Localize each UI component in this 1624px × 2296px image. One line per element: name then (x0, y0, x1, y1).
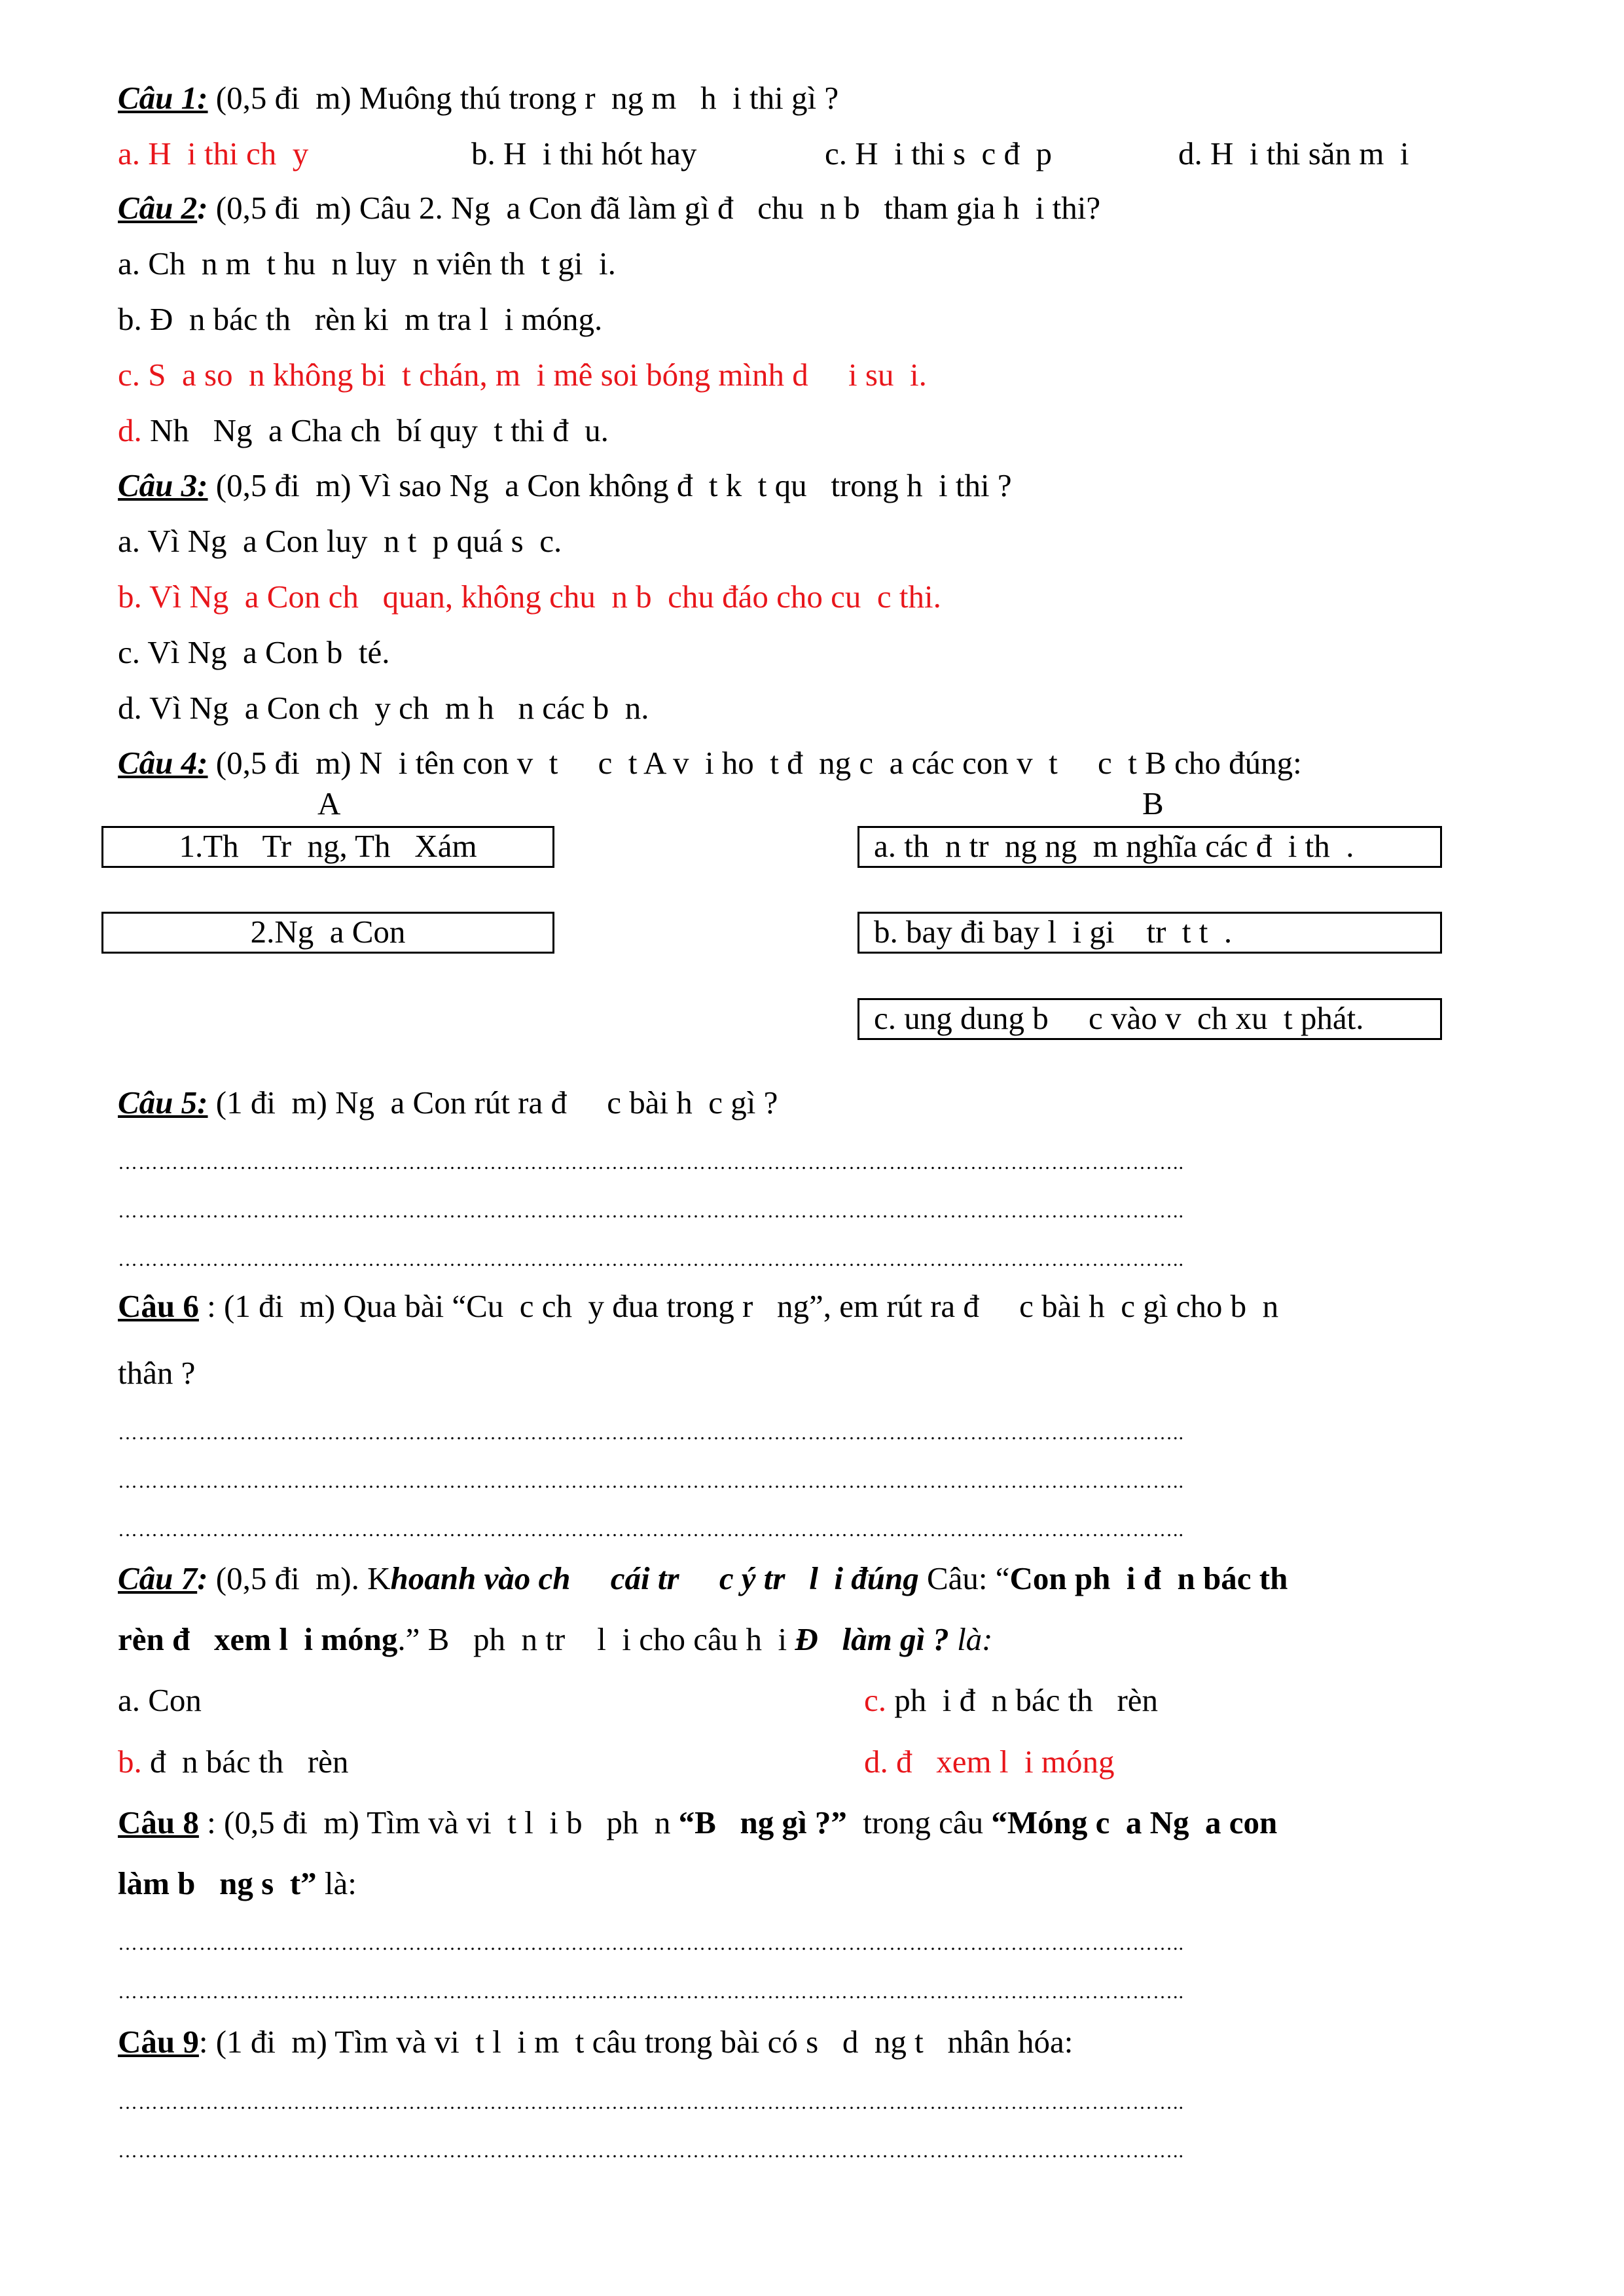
q4-label: Câu 4: (118, 745, 208, 781)
q1-text: (0,5 đi m) Muông thú trong r ng m h i thi gì ? (208, 80, 839, 116)
q4-b-item-a[interactable]: a. th n tr ng ng m nghĩa các đ i th . (857, 826, 1442, 868)
q7-colon: : (197, 1560, 208, 1596)
q4-column-a-header: A (317, 785, 341, 821)
q7-option-b-text: đ n bác th rèn (141, 1744, 349, 1780)
q7-option-a[interactable]: a. Con (118, 1682, 202, 1718)
q4-text: (0,5 đi m) N i tên con v t c t A v i ho t đ ng c a các con v t c t B cho đúng: (208, 745, 1302, 781)
q5-answer-line-3[interactable]: ………………………………………………………………………………………………………………………………………….. (118, 1250, 1184, 1270)
q2-option-b[interactable]: b. Đ n bác th rèn ki m tra l i móng. (118, 301, 603, 337)
q8-question (118, 1803, 1277, 1842)
q4-b-item-b[interactable]: b. bay đi bay l i gi tr t t . (857, 912, 1442, 954)
q7-question (118, 1559, 1304, 1598)
q5-text: (1 đi m) Ng a Con rút ra đ c bài h c gì ? (208, 1085, 778, 1121)
q7-option-d[interactable]: d. đ xem l i móng (864, 1744, 1115, 1780)
q7-sentence-start: Con ph i đ n bác th (1009, 1560, 1304, 1596)
q4-column-b-header: B (1142, 785, 1164, 821)
q3-question (118, 466, 1012, 505)
q1-question (118, 79, 839, 118)
q3-text: (0,5 đi m) Vì sao Ng a Con không đ t k t qu trong h i thi ? (208, 467, 1012, 503)
q7-option-b[interactable] (118, 1742, 348, 1782)
q4-a-item-2[interactable]: 2.Ng a Con (101, 912, 554, 954)
q7-sentence-end: rèn đ xem l i móng (118, 1621, 398, 1657)
q7-option-b-prefix: b. (118, 1744, 142, 1780)
q6-question-continued: thân ? (118, 1355, 196, 1391)
q7-text-e: .” B ph n tr l i cho câu h i (397, 1621, 795, 1657)
q6-answer-line-3[interactable]: ………………………………………………………………………………………………………………………………………….. (118, 1520, 1184, 1540)
q7-question-continued (118, 1620, 993, 1659)
q8-text-a: : (0,5 đi m) Tìm và vi t l i b ph n (198, 1804, 679, 1840)
q3-option-d[interactable]: d. Vì Ng a Con ch y ch m h n các b n. (118, 690, 649, 726)
q4-question (118, 744, 1302, 783)
q2-question (118, 188, 1100, 228)
q7-text-g: là: (948, 1621, 993, 1657)
q3-label: Câu 3: (118, 467, 208, 503)
q8-text-f: là: (316, 1865, 357, 1901)
q7-question-phrase: Đ làm gì ? (795, 1621, 949, 1657)
q7-instruction: hoanh vào ch cái tr c ý tr l i đúng (390, 1560, 919, 1596)
q5-answer-line-2[interactable]: ………………………………………………………………………………………………………………………………………….. (118, 1202, 1184, 1221)
q2-colon: : (197, 190, 208, 226)
q3-option-c[interactable]: c. Vì Ng a Con b té. (118, 634, 390, 670)
q1-option-c[interactable]: c. H i thi s c đ p (825, 135, 1053, 171)
q7-text-a: (0,5 đi m). K (208, 1560, 391, 1596)
q2-option-d[interactable] (118, 411, 609, 450)
q5-label: Câu 5: (118, 1085, 208, 1121)
q1-label: Câu 1: (118, 80, 208, 116)
q5-answer-line-1[interactable]: ………………………………………………………………………………………………………………………………………….. (118, 1153, 1184, 1173)
q9-label: Câu 9 (118, 2024, 199, 2060)
q2-label: Câu 2 (118, 190, 198, 226)
q7-label: Câu 7 (118, 1560, 198, 1596)
q8-sentence-end: làm b ng s t” (118, 1865, 317, 1901)
q8-sentence-start: “Móng c a Ng a con (991, 1804, 1278, 1840)
q2-option-d-text: Nh Ng a Cha ch bí quy t thi đ u. (141, 412, 609, 448)
q5-question (118, 1083, 778, 1122)
q9-text: : (1 đi m) Tìm và vi t l i m t câu trong bài có s d ng t nhân hóa: (198, 2024, 1074, 2060)
q3-option-a[interactable]: a. Vì Ng a Con luy n t p quá s c. (118, 523, 562, 559)
q8-target-phrase: “B ng gì ?” (678, 1804, 847, 1840)
q8-answer-line-2[interactable]: ………………………………………………………………………………………………………………………………………….. (118, 1982, 1184, 2002)
q4-b-item-c[interactable]: c. ung dung b c vào v ch xu t phát. (857, 998, 1442, 1040)
q8-question-continued (118, 1864, 357, 1903)
q8-text-c: trong câu (846, 1804, 992, 1840)
q2-option-a[interactable]: a. Ch n m t hu n luy n viên th t gi i. (118, 245, 616, 281)
q7-option-c-prefix: c. (864, 1682, 886, 1718)
q2-text: (0,5 đi m) Câu 2. Ng a Con đã làm gì đ chu n b tham gia h i thi? (208, 190, 1101, 226)
q2-option-d-prefix: d. (118, 412, 142, 448)
q7-option-c[interactable] (864, 1681, 1158, 1720)
q6-answer-line-1[interactable]: ………………………………………………………………………………………………………………………………………….. (118, 1424, 1184, 1443)
q8-answer-line-1[interactable]: ………………………………………………………………………………………………………………………………………….. (118, 1934, 1184, 1954)
q3-option-b[interactable]: b. Vì Ng a Con ch quan, không chu n b chu đáo cho cu c thi. (118, 579, 941, 615)
q6-question (118, 1287, 1278, 1326)
q9-answer-line-2[interactable]: ………………………………………………………………………………………………………………………………………….. (118, 2142, 1184, 2161)
q2-option-c[interactable]: c. S a so n không bi t chán, m i mê soi bóng mình d i su i. (118, 357, 927, 393)
q6-text: : (1 đi m) Qua bài “Cu c ch y đua trong r ng”, em rút ra đ c bài h c gì cho b n (198, 1288, 1279, 1324)
q6-answer-line-2[interactable]: ………………………………………………………………………………………………………………………………………….. (118, 1472, 1184, 1492)
q9-answer-line-1[interactable]: ………………………………………………………………………………………………………………………………………….. (118, 2093, 1184, 2113)
q1-option-a[interactable]: a. H i thi ch y (118, 135, 309, 171)
q9-question (118, 2022, 1073, 2062)
q1-option-d[interactable]: d. H i thi săn m i (1178, 135, 1409, 171)
q4-a-item-1[interactable]: 1.Th Tr ng, Th Xám (101, 826, 554, 868)
q1-option-b[interactable]: b. H i thi hót hay (471, 135, 697, 171)
q7-option-c-text: ph i đ n bác th rèn (886, 1682, 1159, 1718)
q6-label: Câu 6 (118, 1288, 199, 1324)
q8-label: Câu 8 (118, 1804, 199, 1840)
q7-text-c: Câu: “ (918, 1560, 1010, 1596)
